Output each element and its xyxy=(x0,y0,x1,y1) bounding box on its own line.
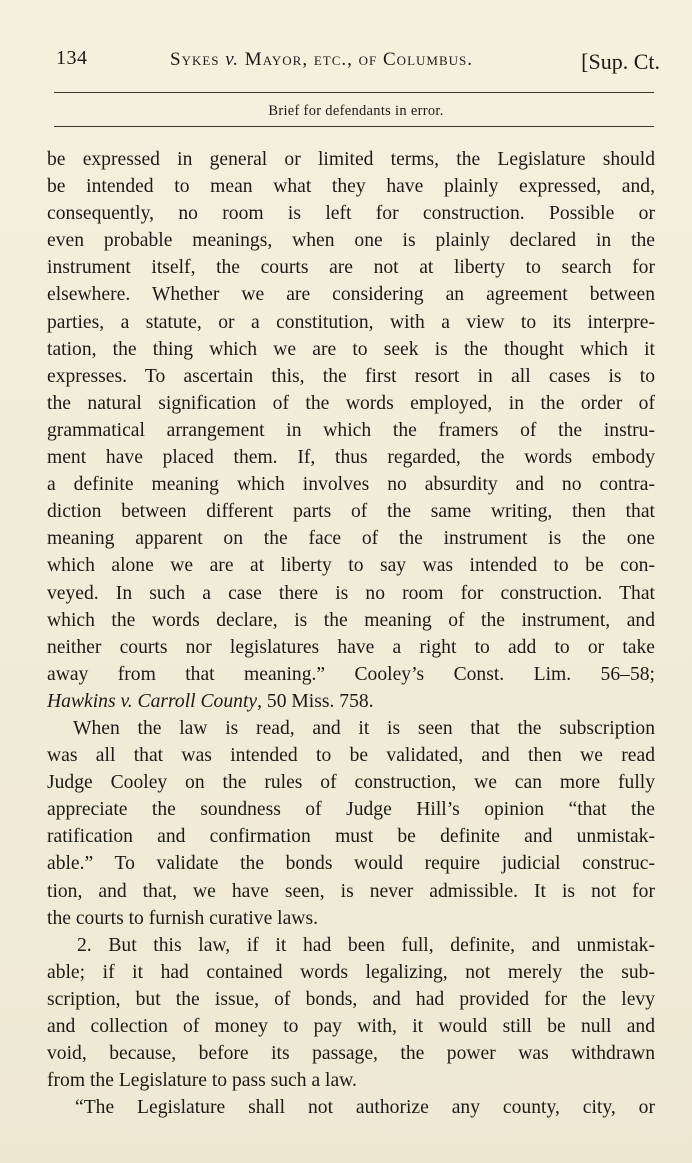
text-line: meaning apparent on the face of the instrument is the one xyxy=(47,528,655,550)
text-line: which alone we are at liberty to say was intended to be con- xyxy=(47,555,655,577)
text-line: even probable meanings, when one is plainly declared in the xyxy=(47,230,655,252)
text-line: “The Legislature shall not authorize any county, city, or xyxy=(75,1097,655,1119)
paragraph-1 xyxy=(47,146,655,715)
text-line: elsewhere. Whether we are considering an agreement between xyxy=(47,284,655,306)
text-line: from the Legislature to pass such a law. xyxy=(47,1070,357,1092)
title-part-1: Sykes xyxy=(170,49,226,70)
text-line: be expressed in general or limited terms, the Legislature should xyxy=(47,149,655,170)
title-part-2: Mayor, etc., of Columbus. xyxy=(239,49,473,70)
brief-subheading: Brief for defendants in error. xyxy=(268,103,444,119)
text-line: was all that was intended to be validated, and then we read xyxy=(47,745,655,767)
text-line: the natural signification of the words employed, in the order of xyxy=(47,392,655,414)
text-line: instrument itself, the courts are not at liberty to search for xyxy=(47,257,655,279)
text-line: void, because, before its passage, the power was withdrawn xyxy=(47,1043,655,1065)
text-line: the courts to furnish curative laws. xyxy=(47,907,318,929)
text-line: and collection of money to pay with, it would still be null and xyxy=(47,1016,655,1037)
text-line: which the words declare, is the meaning of the instrument, and xyxy=(47,609,655,631)
text-line: veyed. In such a case there is no room for construction. That xyxy=(47,582,655,604)
text-line: appreciate the soundness of Judge Hill’s opinion “that the xyxy=(47,799,655,821)
running-header xyxy=(52,44,662,84)
text-line: scription, but the issue, of bonds, and had provided for the levy xyxy=(47,988,655,1010)
text-line: parties, a statute, or a constitution, with a view to its interpre- xyxy=(47,311,655,333)
text-line: When the law is read, and it is seen that the subscription xyxy=(73,717,655,739)
text-line: tation, the thing which we are to seek is the thought which it xyxy=(47,338,655,360)
page-body xyxy=(47,146,655,1121)
header-rule-top xyxy=(54,92,654,93)
paragraph-4 xyxy=(47,1094,655,1121)
text-line: neither courts nor legislatures have a right to add to or take xyxy=(47,636,655,658)
text-line: diction between different parts of the same writing, then that xyxy=(47,501,655,523)
paragraph-3 xyxy=(47,932,655,1095)
text-line: tion, and that, we have seen, is never admissible. It is not for xyxy=(47,880,655,902)
text-line: a definite meaning which involves no absurdity and no contra- xyxy=(47,474,655,496)
text-line: consequently, no room is left for construction. Possible or xyxy=(47,203,655,225)
text-line: expresses. To ascertain this, the first resort in all cases is to xyxy=(47,365,655,387)
text-line: away from that meaning.” Cooley’s Const. Lim. 56–58; xyxy=(47,663,655,685)
header-rule-bottom xyxy=(54,126,654,127)
title-versus: v. xyxy=(225,49,240,70)
text-line: able.” To validate the bonds would require judicial construc- xyxy=(47,853,655,875)
text-line: 2. But this law, if it had been full, definite, and unmistak- xyxy=(77,934,655,956)
case-name: Hawkins v. Carroll County xyxy=(47,690,258,712)
text-line: Judge Cooley on the rules of construction, we can more fully xyxy=(47,772,655,794)
paragraph-2 xyxy=(47,715,655,932)
page-number: 134 xyxy=(56,47,88,69)
court-label: [Sup. Ct. xyxy=(581,49,660,74)
text-line: ratification and confirmation must be definite and unmistak- xyxy=(47,826,655,848)
text-line: grammatical arrangement in which the framers of the instru- xyxy=(47,419,655,441)
running-title xyxy=(170,49,473,71)
text-line: able; if it had contained words legalizing, not merely the sub- xyxy=(47,961,655,983)
text-line: be intended to mean what they have plainly expressed, and, xyxy=(47,176,655,198)
citation-rest: , 50 Miss. 758. xyxy=(257,690,374,712)
text-line: ment have placed them. If, thus regarded, the words embody xyxy=(47,447,655,469)
citation-line xyxy=(47,688,655,715)
